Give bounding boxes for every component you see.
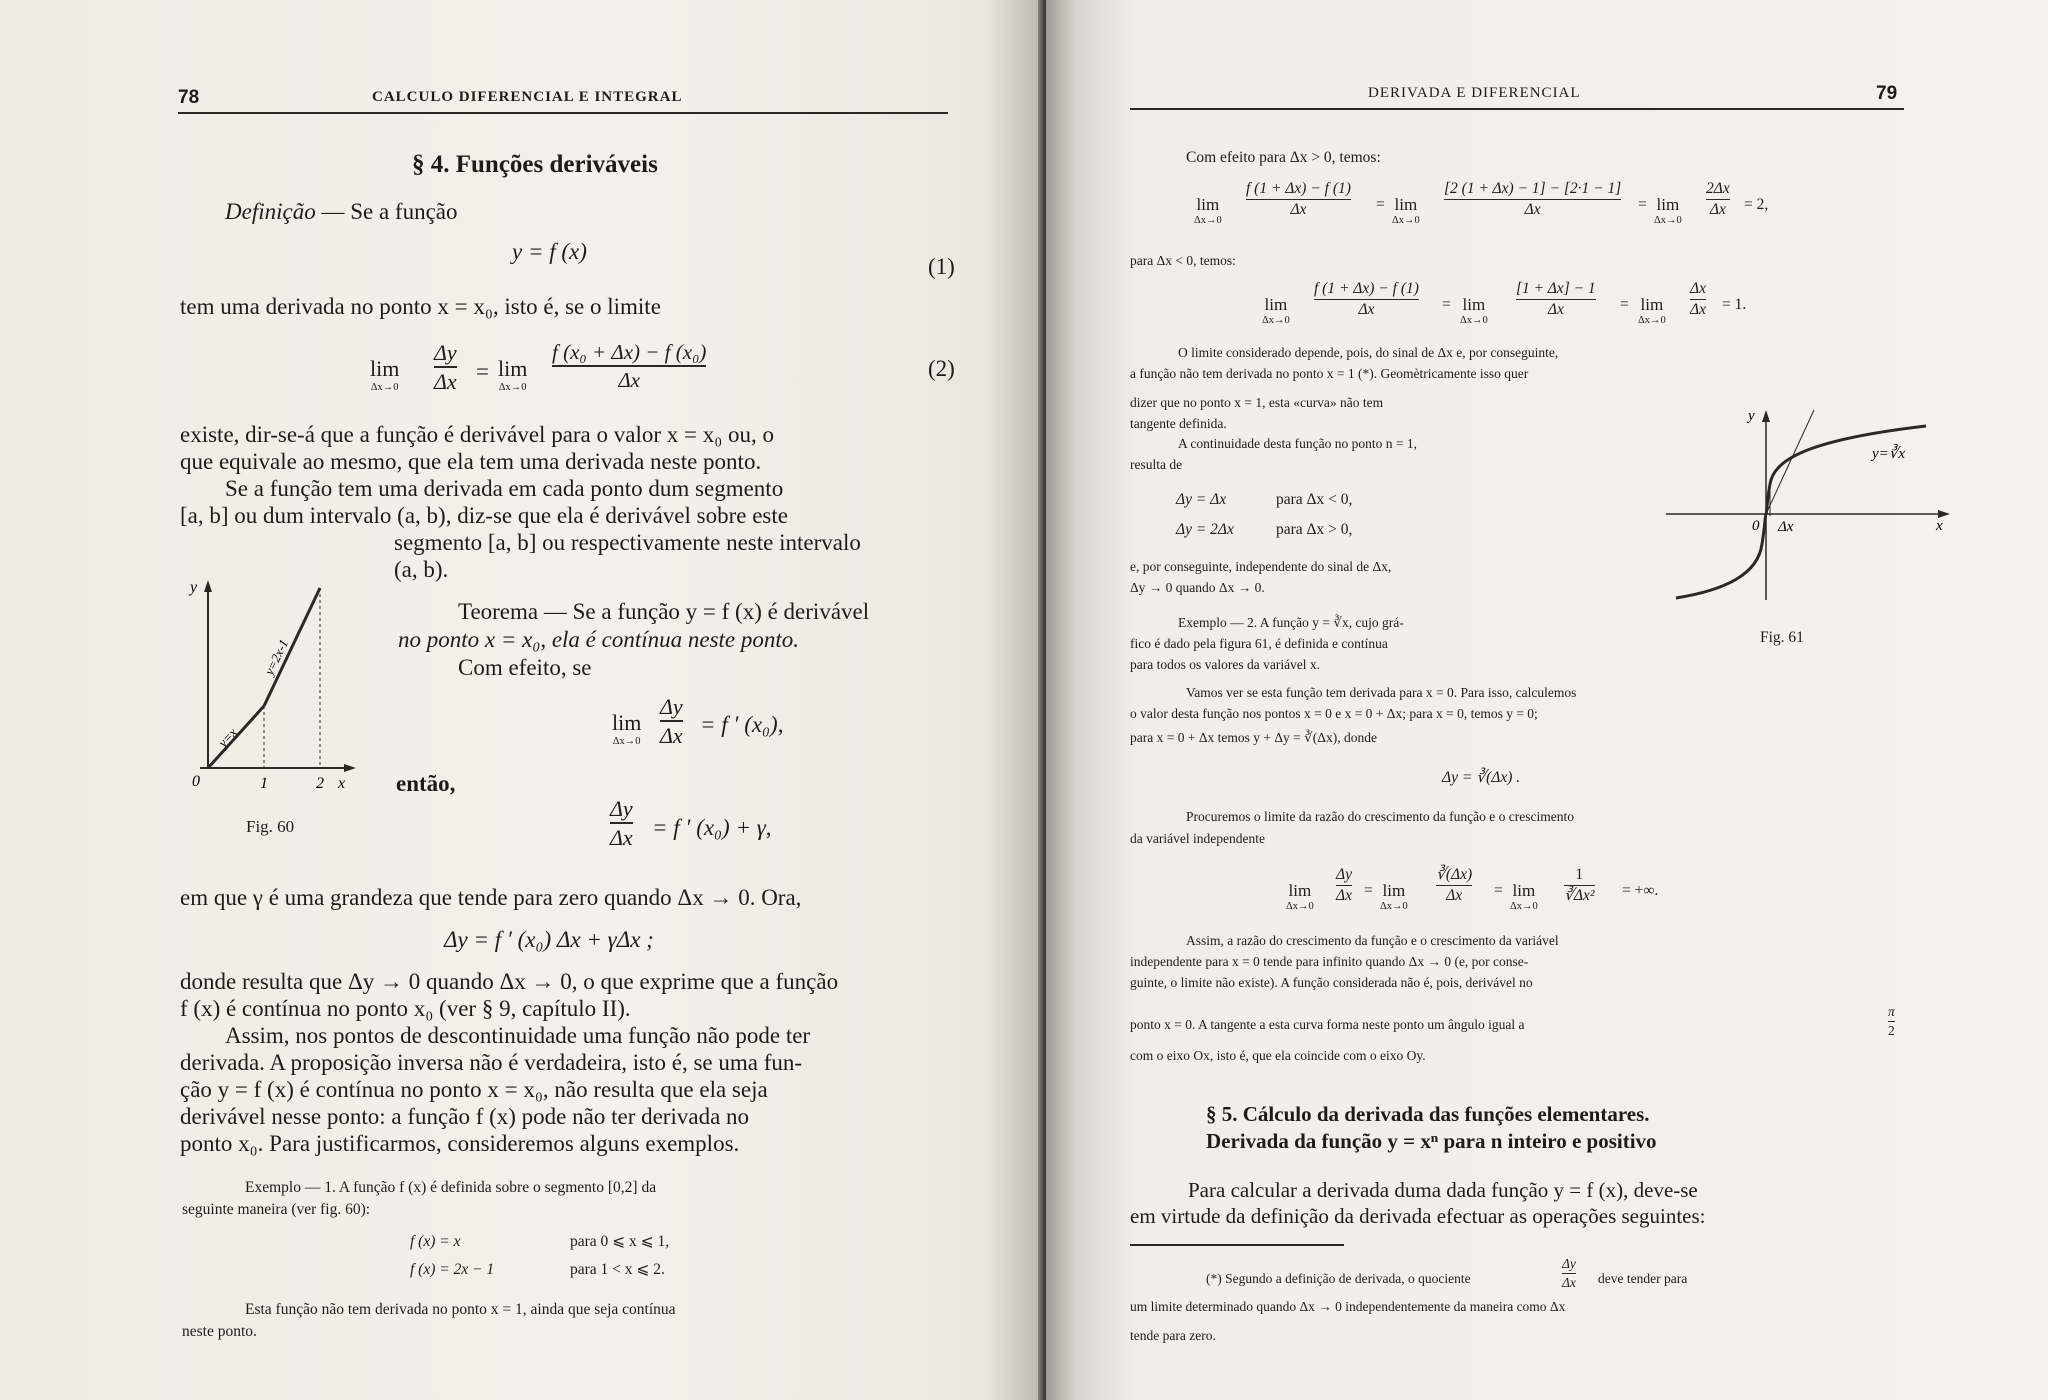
limit-operator	[1380, 882, 1408, 913]
fraction-denominator: Δx	[610, 824, 633, 850]
equation-1: y = f (x)	[512, 239, 587, 264]
lim-text: lim	[498, 356, 528, 381]
case-expression: Δy = 2Δx	[1176, 521, 1234, 538]
footnote-line: tende para zero.	[1130, 1328, 1216, 1343]
text-line: tem uma derivada no ponto x = x₀, isto é, se o limite	[180, 294, 661, 319]
equation-4-rhs: = f ′ (x₀) + γ,	[652, 815, 772, 840]
lim-subscript: Δx→0	[1510, 901, 1538, 912]
fraction-numerator: Δy	[1562, 1256, 1576, 1271]
origin-label: 0	[1752, 518, 1760, 534]
fraction-numerator: [1 + Δx] − 1	[1516, 280, 1596, 297]
tick-label-2: 2	[316, 775, 324, 792]
fraction	[1564, 866, 1595, 905]
limit-operator	[1194, 196, 1222, 227]
case-expression: f (x) = 2x − 1	[410, 1261, 495, 1278]
fraction-denominator: Δx	[1446, 887, 1463, 905]
text-line: Com efeito, se	[458, 655, 592, 680]
text-line: independente para x = 0 tende para infinito quando Δx → 0 (e, por conse-	[1130, 954, 1529, 969]
fraction-denominator: Δx	[618, 367, 641, 392]
fraction	[1444, 180, 1621, 219]
fraction-bar	[552, 365, 706, 367]
page-number: 78	[178, 87, 200, 108]
lim-subscript: Δx→0	[370, 382, 399, 393]
equation-end: = 2,	[1744, 196, 1769, 213]
fraction	[434, 340, 457, 394]
text-line: a função não tem derivada no ponto x = 1 (*). Geomètricamente isso quer	[1130, 366, 1529, 381]
fraction-denominator: Δx	[1690, 301, 1706, 319]
figure-61-caption: Fig. 61	[1760, 629, 1804, 646]
delta-x-label: Δx	[1778, 519, 1794, 535]
y-axis-arrow	[204, 580, 212, 592]
definition-intro: — Se a função	[315, 199, 458, 224]
y-label: y	[190, 579, 198, 596]
example-1-line: seguinte maneira (ver fig. 60):	[182, 1201, 371, 1218]
equals-sign: =	[1442, 296, 1451, 313]
fraction-bar	[1436, 885, 1472, 887]
fraction-numerator: Δx	[1690, 280, 1706, 297]
lim-subscript: Δx→0	[1392, 215, 1420, 226]
limit-operator	[498, 358, 527, 394]
limit-operator	[1638, 296, 1666, 327]
text-line: ponto x₀. Para justificarmos, consideremos alguns exemplos.	[180, 1131, 740, 1156]
equals-sign: =	[1620, 296, 1629, 313]
text-line: f (x) é contínua no ponto x₀ (ver § 9, capítulo II).	[180, 996, 631, 1021]
limit-operator	[612, 712, 641, 748]
header-rule	[178, 112, 948, 114]
fraction-bar	[660, 720, 683, 722]
fraction-bar	[1706, 199, 1730, 201]
lim-text: lim	[1264, 295, 1288, 314]
text-line: com o eixo Ox, isto é, que ela coincide com o eixo Oy.	[1130, 1048, 1426, 1063]
equals-sign: =	[476, 359, 489, 384]
fraction-bar	[1444, 199, 1621, 201]
fraction-bar	[1888, 1021, 1895, 1023]
text-line: derivada. A proposição inversa não é verdadeira, isto é, se uma fun-	[180, 1050, 803, 1075]
y-axis-arrow	[1762, 410, 1770, 422]
footnote-line: um limite determinado quando Δx → 0 independentemente da maneira como Δx	[1130, 1299, 1566, 1314]
fraction	[1436, 866, 1472, 905]
text-line: dizer que no ponto x = 1, esta «curva» não tem	[1130, 395, 1384, 410]
example-2-line: para todos os valores da variável x.	[1130, 657, 1321, 672]
fraction-bar	[1246, 199, 1351, 201]
theorem-line: no ponto x = x₀, ela é contínua neste ponto.	[398, 627, 800, 652]
theorem-line: Teorema — Se a função y = f (x) é derivável	[458, 599, 870, 624]
lim-subscript: Δx→0	[498, 382, 527, 393]
text-line: O limite considerado depende, pois, do sinal de Δx e, por conseguinte,	[1178, 345, 1559, 360]
fraction	[552, 340, 706, 392]
lim-text: lim	[1640, 295, 1664, 314]
fraction-numerator: 1	[1575, 866, 1584, 883]
lim-text: lim	[1656, 195, 1680, 214]
limit-operator	[1262, 296, 1290, 327]
equation-end: = 1.	[1722, 296, 1747, 313]
fraction-numerator: 2Δx	[1706, 180, 1730, 197]
example-1-line: Esta função não tem derivada no ponto x = 1, ainda que seja contínua	[245, 1301, 676, 1318]
tick-label-1: 1	[260, 775, 268, 792]
fraction-numerator: f (1 + Δx) − f (1)	[1246, 180, 1351, 197]
lim-subscript: Δx→0	[1286, 901, 1314, 912]
text-line: da variável independente	[1130, 831, 1265, 846]
example-1-line: neste ponto.	[182, 1323, 257, 1340]
limit-operator	[1392, 196, 1420, 227]
text-line: que equivale ao mesmo, que ela tem uma derivada neste ponto.	[180, 449, 762, 474]
fraction-denominator: Δx	[1358, 301, 1375, 319]
text-line: Assim, nos pontos de descontinuidade uma função não pode ter	[225, 1023, 811, 1048]
x-label: x	[338, 775, 346, 792]
fraction-bar	[1690, 299, 1706, 301]
case-condition: para Δx < 0,	[1276, 491, 1353, 508]
fraction-denominator: Δx	[1524, 201, 1541, 219]
text-line: Assim, a razão do crescimento da função e o crescimento da variável	[1186, 933, 1559, 948]
equation-3-rhs: = f ′ (x₀),	[700, 712, 784, 737]
footnote-rule	[1130, 1244, 1344, 1246]
example-2-line: Exemplo — 2. A função y = ∛x, cujo grá-	[1178, 615, 1404, 630]
fraction	[1562, 1256, 1576, 1291]
equation-2-number: (2)	[928, 356, 955, 381]
section-heading: § 4. Funções deriváveis	[412, 151, 658, 178]
text-line: Com efeito para Δx > 0, temos:	[1186, 149, 1381, 166]
fraction-bar	[610, 822, 633, 824]
lim-subscript: Δx→0	[1460, 315, 1488, 326]
fraction-numerator: [2 (1 + Δx) − 1] − [2·1 − 1]	[1444, 180, 1622, 197]
section-heading: § 5. Cálculo da derivada das funções elementares.	[1206, 1102, 1650, 1126]
text-line: então,	[396, 771, 456, 796]
text-line: ção y = f (x) é contínua no ponto x = x₀, não resulta que ela seja	[180, 1077, 768, 1102]
fraction-bar	[1314, 299, 1419, 301]
text-line: derivável nesse ponto: a função f (x) pode não ter derivada no	[180, 1104, 750, 1129]
text-line: [a, b] ou dum intervalo (a, b), diz-se que ela é derivável sobre este	[180, 503, 788, 528]
fraction-numerator: f (1 + Δx) − f (1)	[1314, 280, 1419, 297]
fraction-numerator: π	[1888, 1004, 1895, 1019]
page-number: 79	[1876, 83, 1898, 104]
fraction	[1516, 280, 1596, 319]
case-condition: para 0 ⩽ x ⩽ 1,	[570, 1233, 670, 1250]
tangent-line	[1766, 410, 1814, 514]
fraction-numerator: f (x₀ + Δx) − f (x₀)	[552, 340, 707, 364]
fraction-numerator: Δy	[660, 694, 683, 719]
fraction	[1314, 280, 1419, 319]
fraction	[660, 694, 683, 748]
lim-text: lim	[1288, 881, 1312, 900]
origin-label: 0	[192, 773, 200, 790]
fraction-denominator: Δx	[1562, 1275, 1576, 1291]
fraction-numerator: ∛(Δx)	[1436, 866, 1473, 883]
text-line: existe, dir-se-á que a função é derivável para o valor x = x₀ ou, o	[180, 422, 775, 447]
case-condition: para Δx > 0,	[1276, 521, 1353, 538]
footnote-line: deve tender para	[1598, 1271, 1688, 1286]
lim-text: lim	[1512, 881, 1536, 900]
example-2-line: fico é dado pela figura 61, é definida e contínua	[1130, 636, 1388, 651]
text-line: Procuremos o limite da razão do crescimento da função e o crescimento	[1186, 809, 1574, 824]
x-axis-arrow	[1938, 510, 1950, 518]
lim-text: lim	[1196, 195, 1220, 214]
text-line: para Δx < 0, temos:	[1130, 253, 1236, 268]
text-line: e, por conseguinte, independente do sinal de Δx,	[1130, 559, 1392, 574]
equals-sign: =	[1376, 196, 1385, 213]
equation-5: Δy = f ′ (x₀) Δx + γΔx ;	[444, 927, 654, 952]
limit-operator	[1510, 882, 1538, 913]
section-subheading: Derivada da função y = xⁿ para n inteiro e positivo	[1206, 1129, 1657, 1153]
fraction-bar	[1562, 1273, 1576, 1275]
curve-label: y=∛x	[1872, 446, 1905, 462]
text-line: resulta de	[1130, 457, 1183, 472]
x-axis-arrow	[344, 764, 356, 772]
equals-sign: =	[1494, 882, 1503, 899]
right-page	[1046, 0, 2048, 1400]
fraction-numerator: Δy	[1336, 866, 1352, 883]
y-label: y	[1748, 408, 1755, 424]
figure-61	[1666, 404, 1956, 604]
case-expression: Δy = Δx	[1176, 491, 1227, 508]
fraction-denominator: ∛Δx²	[1564, 887, 1595, 905]
fraction-bar	[1516, 299, 1596, 301]
line-label-y-eq-x: y=x	[215, 724, 240, 751]
text-line: para x = 0 + Δx temos y + Δy = ∛(Δx), donde	[1130, 730, 1377, 745]
figure-60-caption: Fig. 60	[246, 817, 295, 836]
lim-text: lim	[1382, 881, 1406, 900]
lim-text: lim	[370, 356, 400, 381]
fraction-denominator: Δx	[434, 368, 457, 394]
text-line: Δy → 0 quando Δx → 0.	[1130, 580, 1265, 595]
lim-text: lim	[1462, 295, 1486, 314]
x-label: x	[1936, 518, 1943, 534]
fraction-denominator: Δx	[1547, 301, 1564, 319]
fraction-pi-over-2	[1888, 1004, 1895, 1039]
text-line: donde resulta que Δy → 0 quando Δx → 0, o que exprime que a função	[180, 969, 839, 994]
fraction-denominator: Δx	[1336, 887, 1352, 905]
footnote-line: (*) Segundo a definição de derivada, o quociente	[1206, 1271, 1471, 1286]
text-line: em que γ é uma grandeza que tende para zero quando Δx → 0. Ora,	[180, 885, 802, 910]
equation-end: = +∞.	[1622, 882, 1659, 899]
lim-subscript: Δx→0	[1380, 901, 1408, 912]
case-condition: para 1 < x ⩽ 2.	[570, 1261, 665, 1278]
example-1-line: Exemplo — 1. A função f (x) é definida sobre o segmento [0,2] da	[245, 1179, 657, 1196]
fraction	[1690, 280, 1706, 319]
fraction	[1336, 866, 1352, 905]
text-line: em virtude da definição da derivada efectuar as operações seguintes:	[1130, 1204, 1706, 1228]
equation-1-number: (1)	[928, 254, 955, 279]
text-line: Para calcular a derivada duma dada função y = f (x), deve-se	[1188, 1178, 1698, 1202]
lim-text: lim	[612, 710, 642, 735]
lim-subscript: Δx→0	[612, 736, 641, 747]
fraction	[610, 796, 633, 850]
fraction-bar	[1336, 885, 1352, 887]
fraction-denominator: Δx	[1709, 201, 1726, 219]
text-line: Se a função tem uma derivada em cada ponto dum segmento	[225, 476, 784, 501]
definition-line	[225, 200, 458, 223]
definition-label: Definição	[225, 199, 316, 224]
text-line: guinte, o limite não existe). A função considerada não é, pois, derivável no	[1130, 975, 1533, 990]
text-line: segmento [a, b] ou respectivamente neste intervalo	[394, 530, 861, 555]
lim-subscript: Δx→0	[1654, 215, 1682, 226]
equals-sign: =	[1638, 196, 1647, 213]
running-head: DERIVADA E DIFERENCIAL	[1368, 85, 1581, 101]
case-expression: f (x) = x	[410, 1233, 461, 1250]
running-head: CALCULO DIFERENCIAL E INTEGRAL	[372, 89, 683, 105]
fraction-bar	[434, 366, 457, 368]
limit-operator	[370, 358, 399, 394]
lim-subscript: Δx→0	[1638, 315, 1666, 326]
text-line: Vamos ver se esta função tem derivada para x = 0. Para isso, calculemos	[1186, 685, 1577, 700]
text-line: ponto x = 0. A tangente a esta curva forma neste ponto um ângulo igual a	[1130, 1017, 1525, 1032]
text-line: (a, b).	[394, 557, 449, 582]
fraction	[1706, 180, 1730, 219]
text-line: A continuidade desta função no ponto n = 1,	[1178, 436, 1417, 451]
fraction-numerator: Δy	[610, 796, 633, 821]
fraction	[1246, 180, 1351, 219]
lim-subscript: Δx→0	[1194, 215, 1222, 226]
limit-operator	[1286, 882, 1314, 913]
fraction-denominator: Δx	[1290, 201, 1307, 219]
text-line: o valor desta função nos pontos x = 0 e x = 0 + Δx; para x = 0, temos y = 0;	[1130, 706, 1538, 721]
lim-text: lim	[1394, 195, 1418, 214]
fraction-denominator: 2	[1888, 1023, 1895, 1039]
figure-60	[180, 578, 360, 798]
lim-subscript: Δx→0	[1262, 315, 1290, 326]
limit-operator	[1654, 196, 1682, 227]
equation: Δy = ∛(Δx) .	[1442, 769, 1521, 786]
line-label-y-eq-2x-1: y=2x-1	[261, 636, 292, 678]
fraction-denominator: Δx	[660, 722, 683, 748]
header-rule	[1130, 108, 1904, 110]
text-line: tangente definida.	[1130, 416, 1227, 431]
fraction-numerator: Δy	[434, 340, 457, 365]
equals-sign: =	[1364, 882, 1373, 899]
limit-operator	[1460, 296, 1488, 327]
